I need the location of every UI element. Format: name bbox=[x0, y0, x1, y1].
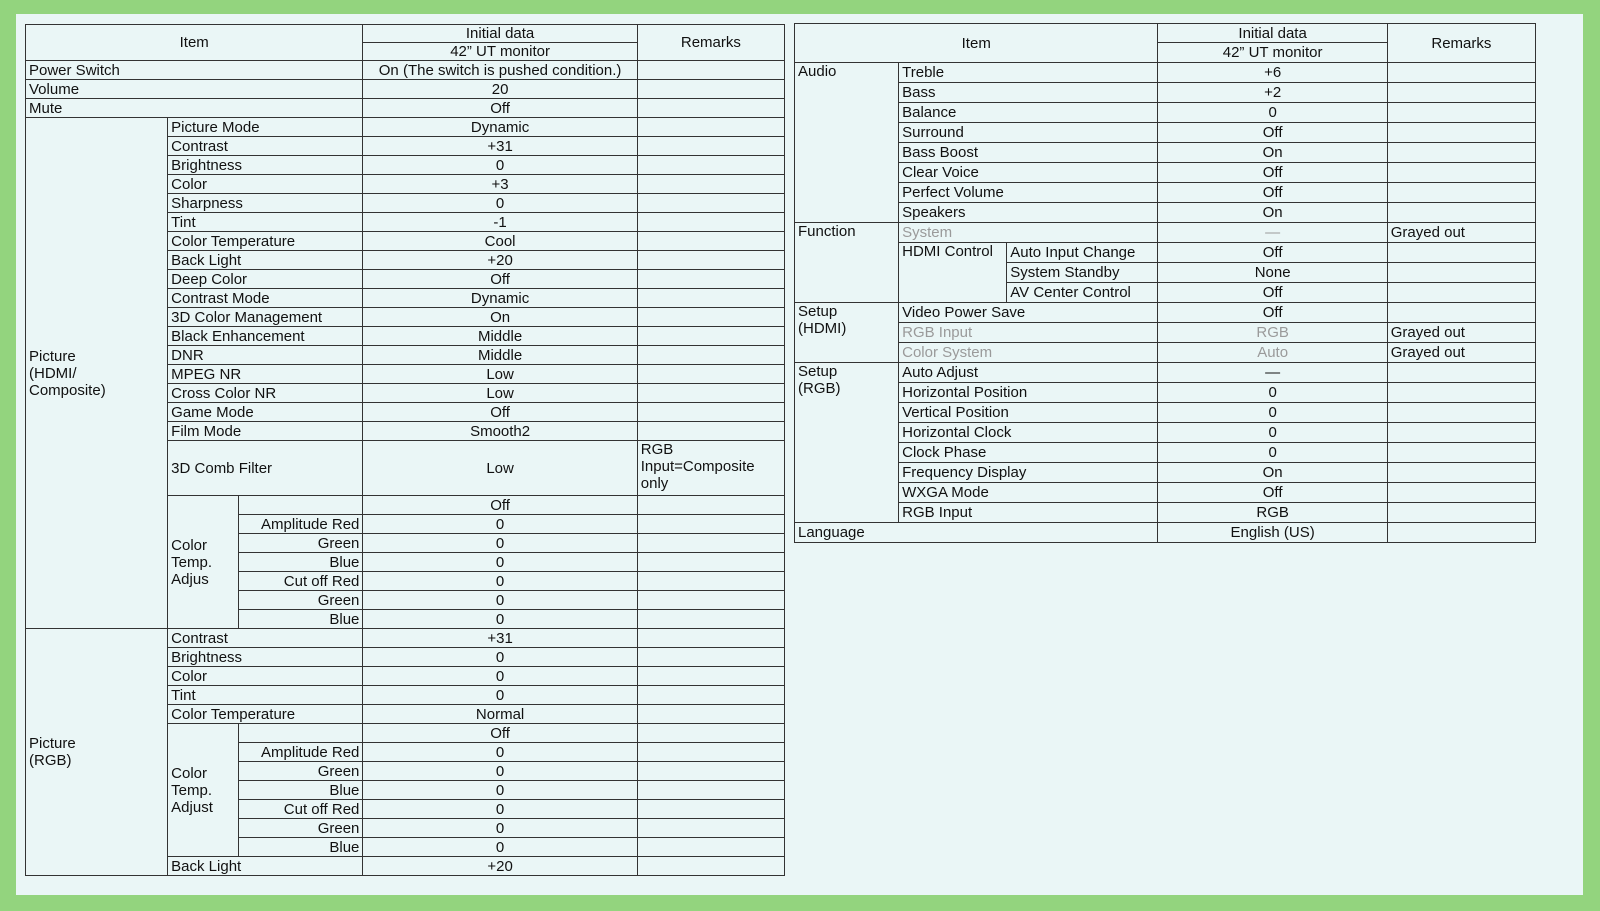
item-label: Perfect Volume bbox=[899, 183, 1158, 203]
remark-cell bbox=[637, 857, 784, 876]
setup-rgb-row bbox=[795, 503, 1536, 523]
item-value: 0 bbox=[363, 743, 637, 762]
item-label: Horizontal Clock bbox=[899, 423, 1158, 443]
left-table-body bbox=[26, 61, 785, 876]
audio-row bbox=[795, 83, 1536, 103]
picture-rgb-group-label: Picture (RGB) bbox=[26, 629, 168, 876]
remark-cell: Grayed out bbox=[1387, 343, 1535, 363]
item-value: 0 bbox=[1158, 443, 1387, 463]
item-value: On bbox=[1158, 203, 1387, 223]
item-label: Contrast bbox=[168, 137, 363, 156]
remark-cell bbox=[637, 553, 784, 572]
item-label: Speakers bbox=[899, 203, 1158, 223]
item-value: Auto bbox=[1158, 343, 1387, 363]
item-value: 0 bbox=[363, 572, 637, 591]
model-header: 42” UT monitor bbox=[1158, 43, 1387, 63]
item-value: Off bbox=[1158, 243, 1387, 263]
item-label: Color bbox=[168, 175, 363, 194]
item-value: 0 bbox=[363, 194, 637, 213]
remark-cell bbox=[637, 422, 784, 441]
audio-row bbox=[795, 103, 1536, 123]
language-row bbox=[795, 523, 1536, 543]
item-value: On bbox=[1158, 463, 1387, 483]
remark-cell bbox=[637, 384, 784, 403]
remark-cell bbox=[637, 648, 784, 667]
item-value: 0 bbox=[1158, 423, 1387, 443]
remark-cell bbox=[637, 819, 784, 838]
mute-row bbox=[26, 99, 785, 118]
remark-cell bbox=[637, 118, 784, 137]
item-label: Balance bbox=[899, 103, 1158, 123]
adjust-label: Blue bbox=[239, 553, 363, 572]
item-label: System Standby bbox=[1007, 263, 1158, 283]
item-label: Clock Phase bbox=[899, 443, 1158, 463]
item-value: Low bbox=[363, 441, 637, 496]
remark-cell bbox=[1387, 243, 1535, 263]
remark-cell bbox=[637, 610, 784, 629]
audio-row bbox=[795, 163, 1536, 183]
remark-cell bbox=[637, 724, 784, 743]
item-value: 0 bbox=[1158, 403, 1387, 423]
item-value: Off bbox=[1158, 183, 1387, 203]
color-temp-adjust-label: Color Temp. Adjus bbox=[168, 496, 239, 629]
adjust-label: Green bbox=[239, 534, 363, 553]
item-label: System bbox=[899, 223, 1158, 243]
setup-rgb-row bbox=[795, 423, 1536, 443]
remark-cell bbox=[1387, 283, 1535, 303]
right-table-body bbox=[795, 63, 1536, 543]
item-label: Bass bbox=[899, 83, 1158, 103]
item-value: 0 bbox=[363, 838, 637, 857]
item-value: — bbox=[1158, 223, 1387, 243]
item-label: Contrast bbox=[168, 629, 363, 648]
adjust-label: Green bbox=[239, 762, 363, 781]
setup-rgb-row bbox=[795, 443, 1536, 463]
item-value: Low bbox=[363, 384, 637, 403]
item-label: Game Mode bbox=[168, 403, 363, 422]
audio-row bbox=[795, 123, 1536, 143]
item-value: Off bbox=[363, 724, 637, 743]
item-value: 0 bbox=[363, 610, 637, 629]
remark-cell bbox=[637, 705, 784, 724]
item-value: Smooth2 bbox=[363, 422, 637, 441]
remark-cell bbox=[637, 743, 784, 762]
remark-cell bbox=[1387, 183, 1535, 203]
item-value: Off bbox=[363, 99, 637, 118]
item-label: Color Temperature bbox=[168, 705, 363, 724]
remark-cell: RGB Input=Composite only bbox=[637, 441, 784, 496]
audio-row bbox=[795, 143, 1536, 163]
item-label: Sharpness bbox=[168, 194, 363, 213]
adjust-label: Blue bbox=[239, 838, 363, 857]
item-value: 0 bbox=[363, 819, 637, 838]
item-value: +2 bbox=[1158, 83, 1387, 103]
remark-cell bbox=[637, 251, 784, 270]
remark-cell bbox=[1387, 463, 1535, 483]
item-value: Cool bbox=[363, 232, 637, 251]
item-label: Black Enhancement bbox=[168, 327, 363, 346]
item-label: Mute bbox=[26, 99, 363, 118]
item-value: Normal bbox=[363, 705, 637, 724]
remark-cell bbox=[1387, 83, 1535, 103]
remark-cell bbox=[637, 156, 784, 175]
item-value: 0 bbox=[363, 156, 637, 175]
item-value: Off bbox=[1158, 483, 1387, 503]
item-value: — bbox=[1158, 363, 1387, 383]
item-value: On (The switch is pushed condition.) bbox=[363, 61, 637, 80]
item-header: Item bbox=[795, 24, 1158, 63]
item-label: RGB Input bbox=[899, 323, 1158, 343]
audio-row bbox=[795, 63, 1536, 83]
remark-cell bbox=[637, 534, 784, 553]
remark-cell bbox=[637, 591, 784, 610]
audio-row bbox=[795, 203, 1536, 223]
remark-cell bbox=[637, 99, 784, 118]
setup-rgb-row bbox=[795, 363, 1536, 383]
item-value: Low bbox=[363, 365, 637, 384]
volume-row bbox=[26, 80, 785, 99]
remark-cell bbox=[637, 213, 784, 232]
remark-cell bbox=[637, 365, 784, 384]
item-label: Film Mode bbox=[168, 422, 363, 441]
remark-cell bbox=[637, 838, 784, 857]
item-value: English (US) bbox=[1158, 523, 1387, 543]
adjust-label: Amplitude Red bbox=[239, 743, 363, 762]
item-value: 0 bbox=[363, 553, 637, 572]
picture-hdmi-group-label: Picture (HDMI/ Composite) bbox=[26, 118, 168, 629]
remark-cell bbox=[637, 80, 784, 99]
item-value: Off bbox=[363, 496, 637, 515]
item-value: 0 bbox=[363, 686, 637, 705]
item-value: 0 bbox=[363, 800, 637, 819]
remark-cell bbox=[637, 629, 784, 648]
adjust-label: Cut off Red bbox=[239, 572, 363, 591]
remark-cell bbox=[1387, 123, 1535, 143]
remark-cell bbox=[637, 346, 784, 365]
item-label: WXGA Mode bbox=[899, 483, 1158, 503]
item-label: Treble bbox=[899, 63, 1158, 83]
item-value: 0 bbox=[1158, 383, 1387, 403]
item-value: Off bbox=[1158, 123, 1387, 143]
right-settings-table bbox=[794, 23, 1536, 543]
item-label: Cross Color NR bbox=[168, 384, 363, 403]
item-label: Color System bbox=[899, 343, 1158, 363]
remark-cell bbox=[637, 61, 784, 80]
item-label: Brightness bbox=[168, 648, 363, 667]
adjust-label: Blue bbox=[239, 610, 363, 629]
remark-cell bbox=[637, 327, 784, 346]
setup-rgb-row bbox=[795, 463, 1536, 483]
remark-cell bbox=[637, 232, 784, 251]
item-value: Off bbox=[1158, 303, 1387, 323]
item-value: +20 bbox=[363, 251, 637, 270]
item-label: RGB Input bbox=[899, 503, 1158, 523]
remark-cell bbox=[637, 781, 784, 800]
item-label: Clear Voice bbox=[899, 163, 1158, 183]
item-value: Off bbox=[1158, 283, 1387, 303]
model-header: 42” UT monitor bbox=[363, 43, 637, 61]
item-value: 0 bbox=[363, 534, 637, 553]
remark-cell bbox=[637, 515, 784, 534]
item-label: 3D Comb Filter bbox=[168, 441, 363, 496]
remark-cell bbox=[1387, 523, 1535, 543]
adjust-label: Blue bbox=[239, 781, 363, 800]
item-value: Middle bbox=[363, 327, 637, 346]
remark-cell bbox=[1387, 143, 1535, 163]
item-label: Tint bbox=[168, 213, 363, 232]
setup-rgb-group-label: Setup (RGB) bbox=[795, 363, 899, 523]
item-value: +3 bbox=[363, 175, 637, 194]
blank-cell bbox=[239, 496, 363, 515]
remark-cell bbox=[1387, 163, 1535, 183]
item-value: 0 bbox=[363, 648, 637, 667]
setup-hdmi-row bbox=[795, 323, 1536, 343]
picture-hdmi-row bbox=[26, 118, 785, 137]
remark-cell bbox=[637, 762, 784, 781]
remark-cell bbox=[637, 403, 784, 422]
remark-cell bbox=[637, 308, 784, 327]
item-value: -1 bbox=[363, 213, 637, 232]
remark-cell bbox=[1387, 403, 1535, 423]
item-label: Horizontal Position bbox=[899, 383, 1158, 403]
item-label: Power Switch bbox=[26, 61, 363, 80]
item-label: Vertical Position bbox=[899, 403, 1158, 423]
document-sheet bbox=[16, 14, 1583, 895]
picture-rgb-row bbox=[26, 629, 785, 648]
item-label: Tint bbox=[168, 686, 363, 705]
item-value: Off bbox=[1158, 163, 1387, 183]
remarks-header: Remarks bbox=[637, 25, 784, 61]
item-label: Volume bbox=[26, 80, 363, 99]
remark-cell bbox=[1387, 483, 1535, 503]
remark-cell bbox=[1387, 103, 1535, 123]
item-value: +6 bbox=[1158, 63, 1387, 83]
item-label: Color Temperature bbox=[168, 232, 363, 251]
initial-data-header: Initial data bbox=[1158, 24, 1387, 43]
item-label: Color bbox=[168, 667, 363, 686]
adjust-label: Amplitude Red bbox=[239, 515, 363, 534]
setup-hdmi-row bbox=[795, 343, 1536, 363]
item-label: Surround bbox=[899, 123, 1158, 143]
remark-cell bbox=[637, 572, 784, 591]
power-switch-row bbox=[26, 61, 785, 80]
remarks-header: Remarks bbox=[1387, 24, 1535, 63]
item-label: Deep Color bbox=[168, 270, 363, 289]
item-label: Frequency Display bbox=[899, 463, 1158, 483]
item-value: RGB bbox=[1158, 323, 1387, 343]
item-header: Item bbox=[26, 25, 363, 61]
initial-data-header: Initial data bbox=[363, 25, 637, 43]
blank-cell bbox=[239, 724, 363, 743]
left-settings-table bbox=[25, 24, 785, 876]
audio-group-label: Audio bbox=[795, 63, 899, 223]
item-value: None bbox=[1158, 263, 1387, 283]
function-group-label: Function bbox=[795, 223, 899, 303]
adjust-label: Green bbox=[239, 819, 363, 838]
remark-cell bbox=[1387, 303, 1535, 323]
setup-rgb-row bbox=[795, 383, 1536, 403]
item-value: +31 bbox=[363, 137, 637, 156]
item-value: 0 bbox=[363, 515, 637, 534]
remark-cell bbox=[637, 137, 784, 156]
item-label: Auto Input Change bbox=[1007, 243, 1158, 263]
remark-cell bbox=[637, 289, 784, 308]
item-label: Video Power Save bbox=[899, 303, 1158, 323]
item-value: 0 bbox=[363, 591, 637, 610]
function-row bbox=[795, 223, 1536, 243]
remark-cell bbox=[1387, 263, 1535, 283]
item-value: RGB bbox=[1158, 503, 1387, 523]
hdmi-control-row bbox=[795, 243, 1536, 263]
setup-hdmi-group-label: Setup (HDMI) bbox=[795, 303, 899, 363]
item-value: 0 bbox=[363, 762, 637, 781]
setup-rgb-row bbox=[795, 403, 1536, 423]
item-value: 0 bbox=[1158, 103, 1387, 123]
item-label: AV Center Control bbox=[1007, 283, 1158, 303]
remark-cell bbox=[1387, 383, 1535, 403]
remark-cell bbox=[1387, 363, 1535, 383]
item-value: +20 bbox=[363, 857, 637, 876]
remark-cell bbox=[1387, 443, 1535, 463]
item-label: 3D Color Management bbox=[168, 308, 363, 327]
item-value: 0 bbox=[363, 667, 637, 686]
item-value: On bbox=[363, 308, 637, 327]
item-label: Brightness bbox=[168, 156, 363, 175]
audio-row bbox=[795, 183, 1536, 203]
remark-cell bbox=[637, 667, 784, 686]
item-label: Back Light bbox=[168, 857, 363, 876]
item-label: Bass Boost bbox=[899, 143, 1158, 163]
item-value: Dynamic bbox=[363, 118, 637, 137]
item-label: Language bbox=[795, 523, 1158, 543]
remark-cell bbox=[1387, 503, 1535, 523]
item-label: Auto Adjust bbox=[899, 363, 1158, 383]
item-label: MPEG NR bbox=[168, 365, 363, 384]
item-value: 0 bbox=[363, 781, 637, 800]
item-label: Back Light bbox=[168, 251, 363, 270]
remark-cell bbox=[1387, 423, 1535, 443]
setup-rgb-row bbox=[795, 483, 1536, 503]
item-value: On bbox=[1158, 143, 1387, 163]
item-value: Off bbox=[363, 270, 637, 289]
remark-cell bbox=[637, 496, 784, 515]
remark-cell bbox=[1387, 203, 1535, 223]
adjust-label: Green bbox=[239, 591, 363, 610]
remark-cell bbox=[637, 175, 784, 194]
item-value: 20 bbox=[363, 80, 637, 99]
remark-cell: Grayed out bbox=[1387, 223, 1535, 243]
item-label: Contrast Mode bbox=[168, 289, 363, 308]
remark-cell bbox=[1387, 63, 1535, 83]
item-label: DNR bbox=[168, 346, 363, 365]
item-label: Picture Mode bbox=[168, 118, 363, 137]
adjust-label: Cut off Red bbox=[239, 800, 363, 819]
setup-hdmi-row bbox=[795, 303, 1536, 323]
remark-cell bbox=[637, 686, 784, 705]
remark-cell bbox=[637, 270, 784, 289]
hdmi-control-label: HDMI Control bbox=[899, 243, 1007, 303]
remark-cell bbox=[637, 800, 784, 819]
item-value: Middle bbox=[363, 346, 637, 365]
item-value: Off bbox=[363, 403, 637, 422]
item-value: Dynamic bbox=[363, 289, 637, 308]
remark-cell: Grayed out bbox=[1387, 323, 1535, 343]
remark-cell bbox=[637, 194, 784, 213]
item-value: +31 bbox=[363, 629, 637, 648]
color-temp-adjust-label: Color Temp. Adjust bbox=[168, 724, 239, 857]
